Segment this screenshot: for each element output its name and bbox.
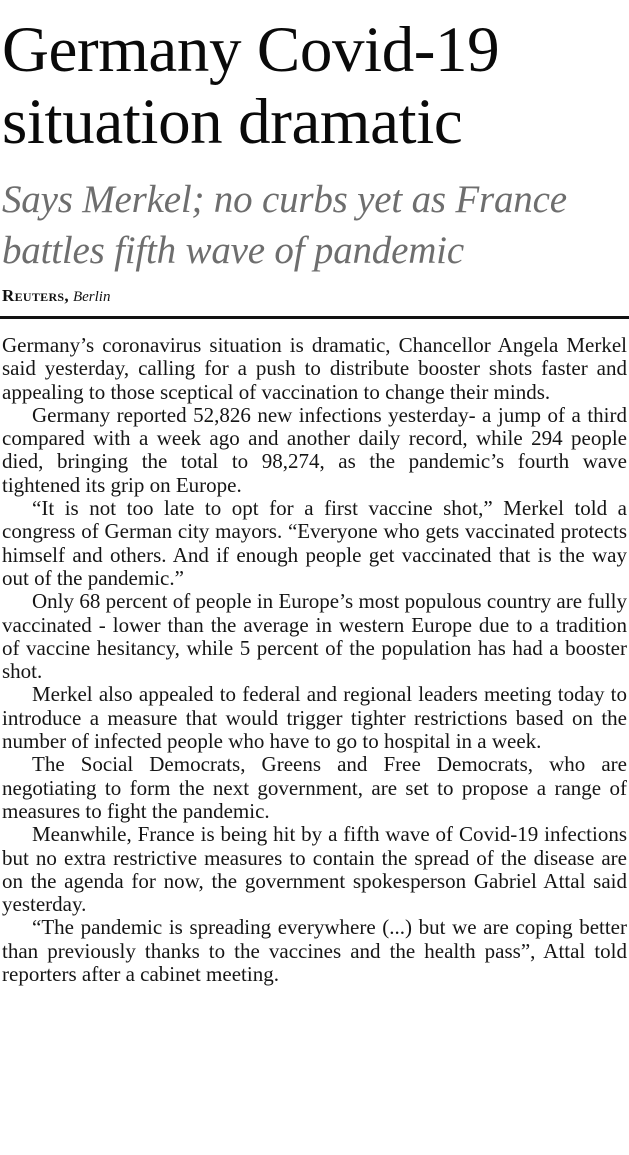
paragraph-8: “The pandemic is spreading everywhere (...) but we are coping better than previously thanks to the vaccines and the health pass”, Attal told reporters after a cabinet meeting.: [2, 915, 627, 987]
byline-location: Berlin: [72, 289, 111, 305]
paragraph-5: Merkel also appealed to federal and regional leaders meeting today to introduce a measure that would trigger tighter restrictions based on the number of infected people who have to go to hospital in a week.: [2, 682, 627, 754]
byline: [2, 286, 110, 306]
headline: Germany Covid-19 situation dramatic: [2, 14, 500, 158]
paragraph-1: Germany’s coronavirus situation is dramatic, Chancellor Angela Merkel said yesterday, calling for a push to distribute booster shots faster and appealing to those sceptical of vaccination to change their minds.: [2, 333, 627, 404]
byline-agency: Reuters,: [2, 286, 69, 305]
subheadline: Says Merkel; no curbs yet as France battles fifth wave of pandemic: [2, 178, 567, 272]
paragraph-6: The Social Democrats, Greens and Free Democrats, who are negotiating to form the next government, are set to propose a range of measures to fight the pandemic.: [2, 752, 627, 823]
paragraph-7: Meanwhile, France is being hit by a fifth wave of Covid-19 infections but no extra restrictive measures to contain the spread of the disease are on the agenda for now, the government spokesperson Gabriel Attal said yesterday.: [2, 822, 627, 917]
article-body: [2, 334, 627, 986]
header-divider: [0, 316, 629, 319]
paragraph-3: “It is not too late to opt for a first vaccine shot,” Merkel told a congress of German city mayors. “Everyone who gets vaccinated protects himself and others. And if enough people get vaccinated that is the way out of the pandemic.”: [2, 496, 627, 590]
paragraph-2: Germany reported 52,826 new infections yesterday- a jump of a third compared with a week ago and another daily record, while 294 people died, bringing the total to 98,274, as the pandemic’s fourth wave tightened its grip on Europe.: [2, 402, 627, 497]
paragraph-4: Only 68 percent of people in Europe’s most populous country are fully vaccinated - lower than the average in western Europe due to a tradition of vaccine hesitancy, while 5 percent of the population has had a booster shot.: [2, 589, 627, 684]
